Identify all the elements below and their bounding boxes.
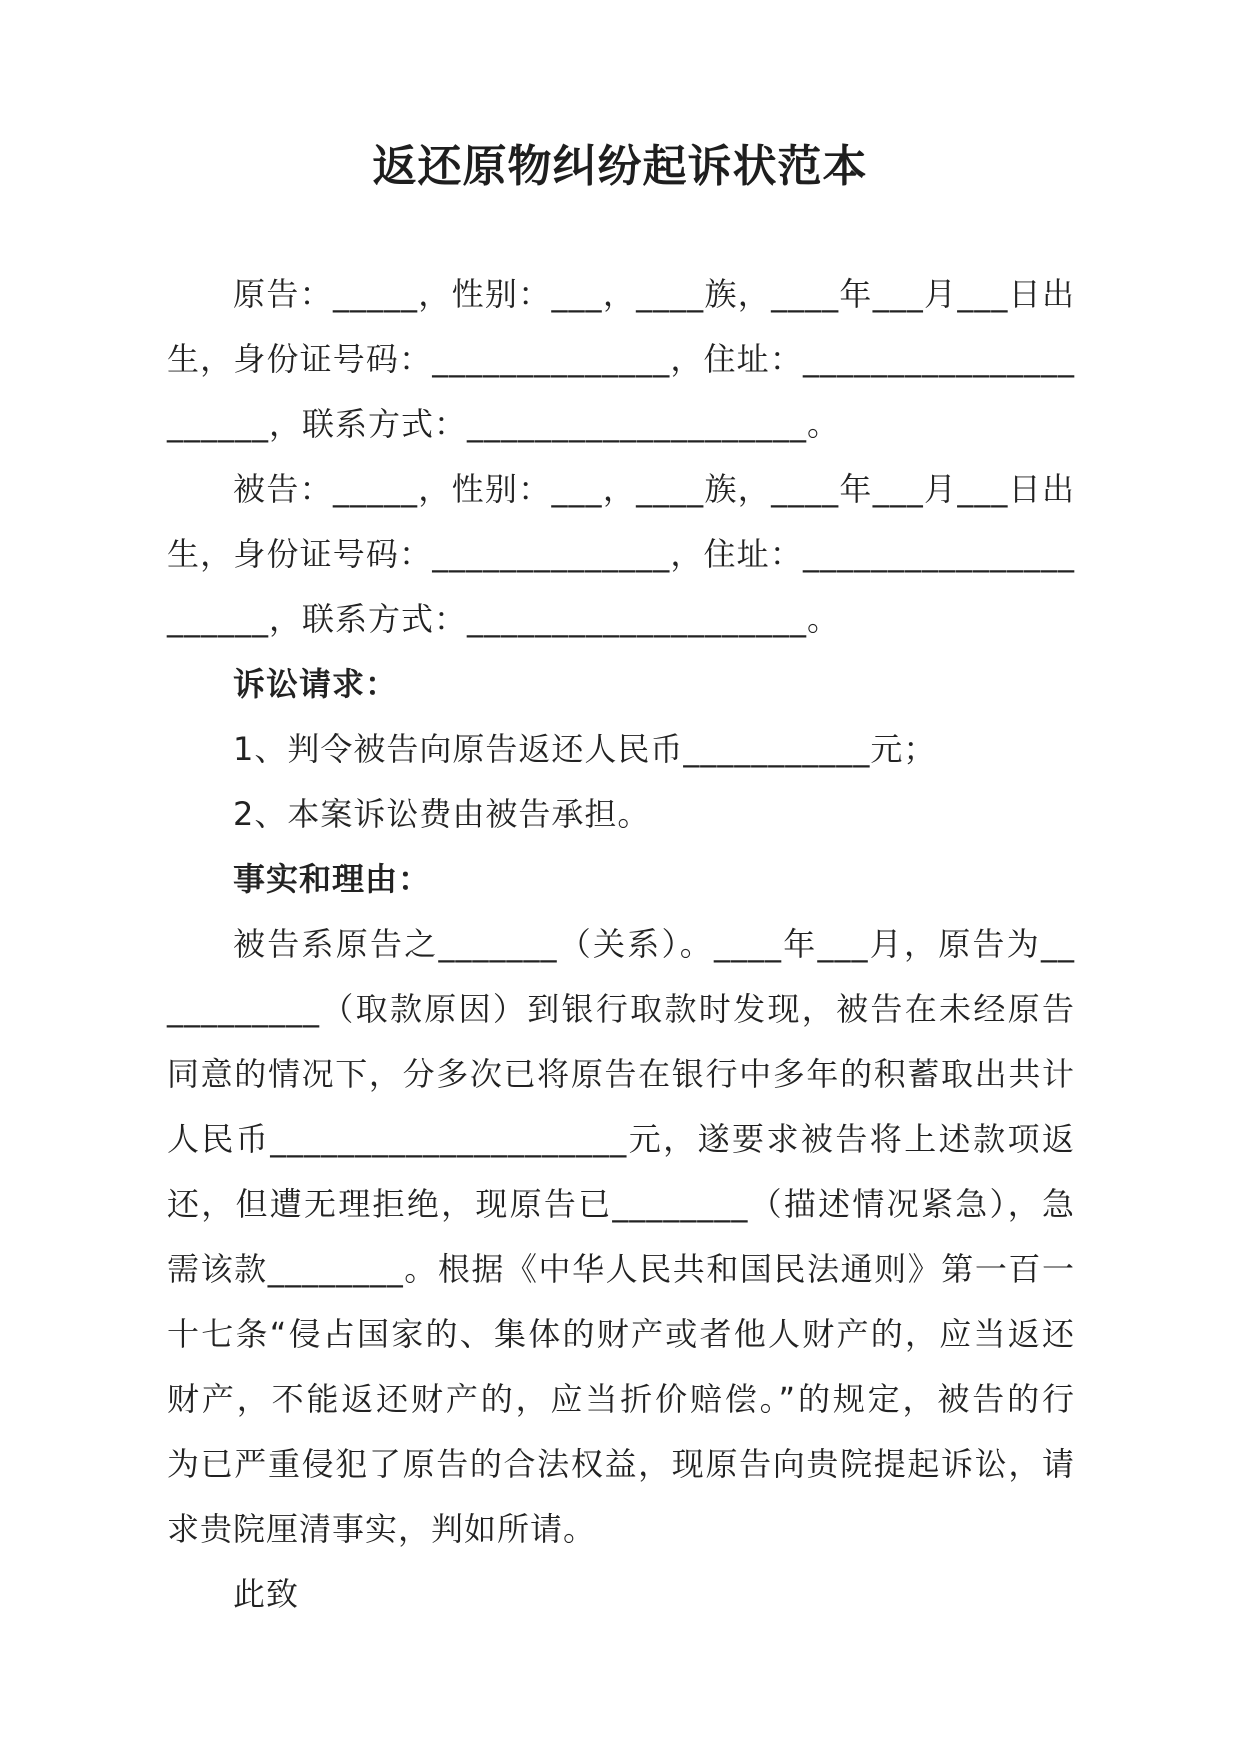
document-body xyxy=(167,262,1075,1627)
body-line: ______，联系方式：____________________。 xyxy=(167,405,841,443)
body-line: 需该款________。根据《中华人民共和国民法通则》第一百一 xyxy=(167,1250,1075,1288)
body-line: ______，联系方式：____________________。 xyxy=(167,600,841,638)
body-line: 还，但遭无理拒绝，现原告已________（描述情况紧急），急 xyxy=(167,1185,1075,1223)
body-line: 2、本案诉讼费由被告承担。 xyxy=(233,795,651,833)
body-line: 求贵院厘清事实，判如所请。 xyxy=(167,1510,597,1548)
body-line: 原告：_____，性别：___，____族，____年___月___日出 xyxy=(233,275,1075,313)
body-line: _________（取款原因）到银行取款时发现，被告在未经原告 xyxy=(167,990,1075,1028)
section-heading: 事实和理由： xyxy=(233,860,432,898)
body-line: 人民币_____________________元，遂要求被告将上述款项返 xyxy=(167,1120,1075,1158)
body-line: 1、判令被告向原告返还人民币___________元； xyxy=(233,730,937,768)
body-line: 生，身份证号码：______________，住址：________________ xyxy=(167,340,1075,378)
body-line: 为已严重侵犯了原告的合法权益，现原告向贵院提起诉讼，请 xyxy=(167,1445,1075,1483)
body-line: 同意的情况下，分多次已将原告在银行中多年的积蓄取出共计 xyxy=(167,1055,1075,1093)
body-line: 被告：_____，性别：___，____族，____年___月___日出 xyxy=(233,470,1075,508)
body-line: 财产，不能返还财产的，应当折价赔偿。”的规定，被告的行 xyxy=(167,1380,1075,1418)
body-line: 生，身份证号码：______________，住址：________________ xyxy=(167,535,1075,573)
section-heading: 诉讼请求： xyxy=(233,665,399,703)
body-line: 十七条“侵占国家的、集体的财产或者他人财产的，应当返还 xyxy=(167,1315,1075,1353)
body-line: 被告系原告之_______（关系）。____年___月，原告为__ xyxy=(233,925,1075,963)
body-line: 此致 xyxy=(233,1575,300,1613)
document-title: 返还原物纠纷起诉状范本 xyxy=(372,141,868,192)
